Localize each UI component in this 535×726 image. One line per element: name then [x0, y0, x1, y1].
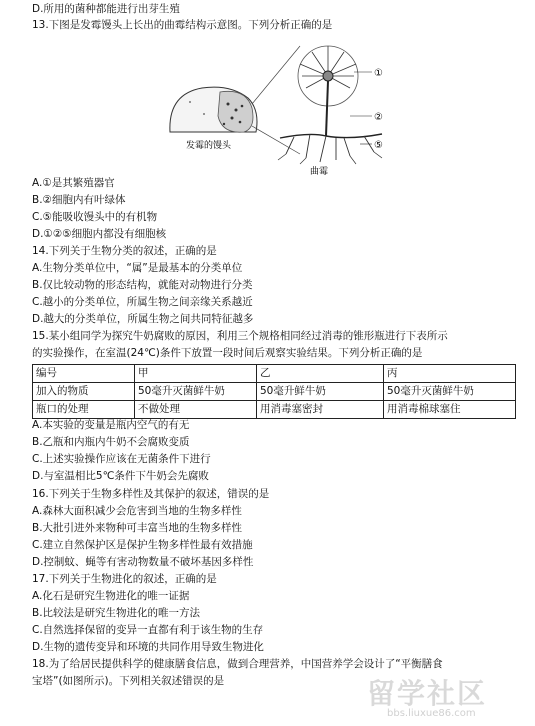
table-cell: 丙: [384, 365, 516, 383]
table-cell: 编号: [33, 365, 135, 383]
question-15-option-c: C.上述实验操作应该在无菌条件下进行: [32, 453, 211, 465]
aspergillus-structure: [278, 46, 382, 164]
question-12-option-d: D.所用的菌种都能进行出芽生殖: [32, 3, 180, 15]
question-13-option-b: B.②细胞内有叶绿体: [32, 194, 126, 206]
question-15-option-d: D.与室温相比5℃条件下牛奶会先腐败: [32, 470, 209, 482]
question-17-option-c: C.自然选择保留的变异一直都有利于该生物的生存: [32, 624, 264, 636]
marker-5: ⑤: [374, 140, 383, 151]
question-13-stem: 13.下图是发霉馒头上长出的曲霉结构示意图。下列分析正确的是: [32, 19, 333, 31]
question-15-option-a: A.本实验的变量是瓶内空气的有无: [32, 419, 190, 431]
mold-diagram: [160, 36, 400, 176]
table-cell: 不做处理: [135, 401, 257, 419]
question-17-stem: 17.下列关于生物进化的叙述，正确的是: [32, 573, 217, 585]
table-cell: 瓶口的处理: [33, 401, 135, 419]
table-cell: 加入的物质: [33, 383, 135, 401]
question-13-option-a: A.①是其繁殖器官: [32, 177, 115, 189]
table-cell: 用消毒棉球塞住: [384, 401, 516, 419]
watermark-url: bbs.liuxue86.com: [387, 708, 476, 719]
zoom-line: [252, 46, 300, 104]
table-cell: 50毫升灭菌鲜牛奶: [135, 383, 257, 401]
table-cell: 乙: [257, 365, 384, 383]
question-14-option-d: D.越大的分类单位，所属生物之间共同特征越多: [32, 313, 254, 325]
table-row: [33, 383, 516, 401]
experiment-table: [32, 364, 516, 419]
question-16-option-b: B.大批引进外来物种可丰富当地的生物多样性: [32, 522, 243, 534]
question-16-option-a: A.森林大面积减少会危害到当地的生物多样性: [32, 505, 242, 517]
question-13-option-c: C.⑤能吸收馒头中的有机物: [32, 211, 158, 223]
site-watermark: [359, 672, 529, 722]
watermark-text: 留学社区: [367, 677, 488, 710]
question-17-option-b: B.比较法是研究生物进化的唯一方法: [32, 607, 201, 619]
question-14-option-a: A.生物分类单位中，“属”是最基本的分类单位: [32, 262, 243, 274]
question-17-option-d: D.生物的遗传变异和环境的共同作用导致生物进化: [32, 641, 264, 653]
question-16-option-c: C.建立自然保护区是保护生物多样性最有效措施: [32, 539, 253, 551]
question-18-stem-2: 宝塔”(如图所示)。下列相关叙述错误的是: [32, 675, 225, 687]
table-cell: 50毫升鲜牛奶: [257, 383, 384, 401]
question-15-option-b: B.乙瓶和内瓶内牛奶不会腐败变质: [32, 436, 190, 448]
bread-caption: 发霉的馒头: [186, 141, 232, 151]
question-18-stem-1: 18.为了给居民提供科学的健康膳食信息，做到合理营养，中国营养学会设计了“平衡膳食: [32, 658, 443, 670]
marker-1: ①: [374, 68, 383, 79]
table-cell: 用消毒塞密封: [257, 401, 384, 419]
marker-2: ②: [374, 112, 383, 123]
question-14-option-c: C.越小的分类单位，所属生物之间亲缘关系越近: [32, 296, 253, 308]
question-13-option-d: D.①②⑤细胞内都没有细胞核: [32, 228, 167, 240]
moldy-bun-illustration: [170, 87, 257, 132]
table-cell: 50毫升灭菌鲜牛奶: [384, 383, 516, 401]
mold-caption: 曲霉: [310, 167, 329, 176]
question-15-stem-2: 的实验操作，在室温(24℃)条件下放置一段时间后观察实验结果。下列分析正确的是: [32, 347, 423, 359]
table-row: [33, 401, 516, 419]
question-17-option-a: A.化石是研究生物进化的唯一证据: [32, 590, 190, 602]
table-cell: 甲: [135, 365, 257, 383]
question-16-stem: 16.下列关于生物多样性及其保护的叙述，错误的是: [32, 488, 270, 500]
question-15-stem-1: 15.某小组同学为探究牛奶腐败的原因，利用三个规格相同经过消毒的锥形瓶进行下表所示: [32, 330, 448, 342]
question-14-stem: 14.下列关于生物分类的叙述，正确的是: [32, 245, 217, 257]
table-header-row: [33, 365, 516, 383]
question-16-option-d: D.控制蚊、蝇等有害动物数量不破坏基因多样性: [32, 556, 254, 568]
question-14-option-b: B.仅比较动物的形态结构，就能对动物进行分类: [32, 279, 253, 291]
